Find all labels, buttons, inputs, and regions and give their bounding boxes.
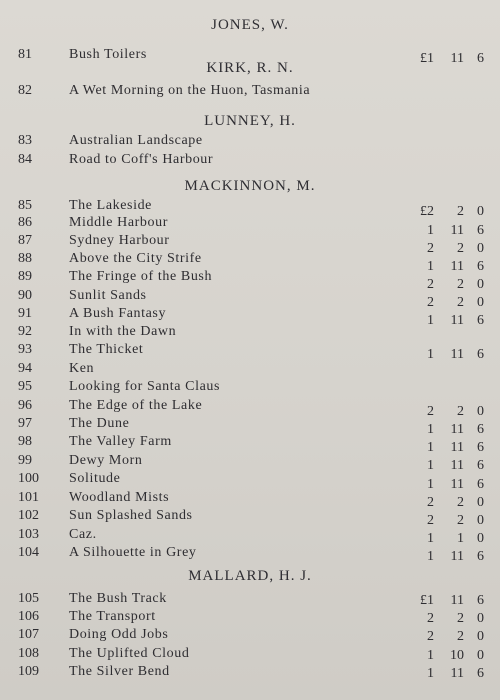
entry-title: The Uplifted Cloud bbox=[69, 646, 190, 661]
artist-heading: MALLARD, H. J. bbox=[188, 568, 312, 584]
entry-title: Above the City Strife bbox=[69, 251, 202, 266]
entry-title: Middle Harbour bbox=[69, 215, 168, 230]
entry-number: 97 bbox=[18, 416, 32, 431]
price-pence: 6 bbox=[477, 259, 484, 274]
artist-heading: MACKINNON, M. bbox=[184, 178, 316, 194]
price-pounds: 2 bbox=[427, 295, 434, 310]
price-shillings: 11 bbox=[450, 593, 464, 608]
price-pence: 6 bbox=[477, 593, 484, 608]
entry-price bbox=[408, 548, 484, 566]
entry-number: 104 bbox=[18, 545, 39, 560]
entry-title: The Edge of the Lake bbox=[69, 398, 203, 413]
artist-heading: KIRK, R. N. bbox=[206, 60, 294, 76]
price-pence: 6 bbox=[477, 477, 484, 492]
price-shillings: 11 bbox=[450, 313, 464, 328]
entry-number: 83 bbox=[18, 133, 32, 148]
entry-title: The Dune bbox=[69, 416, 130, 431]
price-pence: 6 bbox=[477, 458, 484, 473]
price-pounds: 1 bbox=[427, 531, 434, 546]
price-pounds: 1 bbox=[427, 666, 434, 681]
price-pounds: £1 bbox=[420, 51, 434, 66]
price-pence: 6 bbox=[477, 347, 484, 362]
entry-number: 87 bbox=[18, 233, 32, 248]
price-shillings: 11 bbox=[450, 440, 464, 455]
price-shillings: 2 bbox=[457, 204, 464, 219]
price-pounds: 2 bbox=[427, 241, 434, 256]
price-pounds: 1 bbox=[427, 347, 434, 362]
entry-title: The Transport bbox=[69, 609, 156, 624]
price-pence: 0 bbox=[477, 204, 484, 219]
price-pounds: 1 bbox=[427, 223, 434, 238]
entry-number: 105 bbox=[18, 591, 39, 606]
entry-price-row bbox=[0, 628, 500, 646]
entry-number: 102 bbox=[18, 508, 39, 523]
price-pence: 6 bbox=[477, 51, 484, 66]
price-shillings: 2 bbox=[457, 277, 464, 292]
entry-title: Dewy Morn bbox=[69, 453, 143, 468]
entry-price bbox=[408, 665, 484, 683]
entry-number: 89 bbox=[18, 269, 32, 284]
entry-title: The Valley Farm bbox=[69, 434, 172, 449]
price-pounds: 1 bbox=[427, 458, 434, 473]
price-pounds: 1 bbox=[427, 313, 434, 328]
price-pence: 0 bbox=[477, 629, 484, 644]
entry-number: 88 bbox=[18, 251, 32, 266]
price-pounds: 2 bbox=[427, 629, 434, 644]
entry-title: The Silver Bend bbox=[69, 664, 170, 679]
price-shillings: 11 bbox=[450, 477, 464, 492]
entry-title: Looking for Santa Claus bbox=[69, 379, 221, 394]
price-shillings: 10 bbox=[450, 648, 464, 663]
price-pence: 0 bbox=[477, 531, 484, 546]
price-pence: 0 bbox=[477, 611, 484, 626]
price-pence: 0 bbox=[477, 495, 484, 510]
price-pence: 6 bbox=[477, 422, 484, 437]
entry-title: A Silhouette in Grey bbox=[69, 545, 197, 560]
price-shillings: 11 bbox=[450, 347, 464, 362]
catalogue-entry bbox=[0, 132, 500, 150]
price-pence: 0 bbox=[477, 241, 484, 256]
price-pence: 6 bbox=[477, 549, 484, 564]
price-pounds: 1 bbox=[427, 549, 434, 564]
entry-title: Woodland Mists bbox=[69, 490, 170, 505]
entry-title: In with the Dawn bbox=[69, 324, 177, 339]
price-pounds: 2 bbox=[427, 611, 434, 626]
price-pence: 6 bbox=[477, 666, 484, 681]
entry-title: Australian Landscape bbox=[69, 133, 203, 148]
price-pence: 6 bbox=[477, 440, 484, 455]
price-pounds: £1 bbox=[420, 593, 434, 608]
price-pounds: 1 bbox=[427, 440, 434, 455]
entry-title: Solitude bbox=[69, 471, 121, 486]
price-shillings: 2 bbox=[457, 629, 464, 644]
entry-number: 91 bbox=[18, 306, 32, 321]
price-shillings: 11 bbox=[450, 422, 464, 437]
price-pounds: 2 bbox=[427, 277, 434, 292]
price-pence: 0 bbox=[477, 295, 484, 310]
artist-heading: LUNNEY, H. bbox=[204, 113, 296, 129]
price-pence: 6 bbox=[477, 223, 484, 238]
price-shillings: 11 bbox=[450, 666, 464, 681]
price-pounds: 2 bbox=[427, 404, 434, 419]
entry-number: 92 bbox=[18, 324, 32, 339]
entry-title: Road to Coff's Harbour bbox=[69, 152, 214, 167]
catalogue-entry bbox=[0, 360, 500, 378]
price-pence: 0 bbox=[477, 513, 484, 528]
price-pounds: 1 bbox=[427, 477, 434, 492]
catalogue-entry bbox=[0, 151, 500, 169]
entry-title: The Bush Track bbox=[69, 591, 167, 606]
price-pence: 0 bbox=[477, 277, 484, 292]
price-pounds: 2 bbox=[427, 495, 434, 510]
entry-title: Sydney Harbour bbox=[69, 233, 170, 248]
price-shillings: 2 bbox=[457, 513, 464, 528]
entry-number: 99 bbox=[18, 453, 32, 468]
price-pence: 0 bbox=[477, 404, 484, 419]
entry-number: 86 bbox=[18, 215, 32, 230]
artist-heading: JONES, W. bbox=[211, 17, 289, 33]
entry-title: Caz. bbox=[69, 527, 97, 542]
entry-number: 103 bbox=[18, 527, 39, 542]
catalogue-entry bbox=[0, 378, 500, 396]
price-shillings: 1 bbox=[457, 531, 464, 546]
entry-number: 81 bbox=[18, 47, 32, 62]
entry-price-row bbox=[0, 548, 500, 566]
price-shillings: 2 bbox=[457, 495, 464, 510]
price-pence: 0 bbox=[477, 648, 484, 663]
price-pounds: £2 bbox=[420, 204, 434, 219]
entry-number: 107 bbox=[18, 627, 39, 642]
entry-title: Sunlit Sands bbox=[69, 288, 147, 303]
entry-title: Sun Splashed Sands bbox=[69, 508, 193, 523]
price-shillings: 2 bbox=[457, 611, 464, 626]
entry-number: 108 bbox=[18, 646, 39, 661]
entry-title: A Bush Fantasy bbox=[69, 306, 167, 321]
entry-number: 98 bbox=[18, 434, 32, 449]
entry-price-row bbox=[0, 665, 500, 683]
price-shillings: 11 bbox=[450, 549, 464, 564]
catalogue-entry bbox=[0, 82, 500, 100]
entry-title: The Fringe of the Bush bbox=[69, 269, 213, 284]
entry-number: 96 bbox=[18, 398, 32, 413]
price-shillings: 11 bbox=[450, 223, 464, 238]
entry-number: 93 bbox=[18, 342, 32, 357]
entry-number: 84 bbox=[18, 152, 32, 167]
price-pounds: 2 bbox=[427, 513, 434, 528]
price-shillings: 2 bbox=[457, 295, 464, 310]
price-pounds: 1 bbox=[427, 648, 434, 663]
price-shillings: 11 bbox=[450, 458, 464, 473]
entry-price bbox=[408, 628, 484, 646]
price-pounds: 1 bbox=[427, 259, 434, 274]
entry-title: The Thicket bbox=[69, 342, 144, 357]
entry-number: 109 bbox=[18, 664, 39, 679]
price-pence: 6 bbox=[477, 313, 484, 328]
entry-number: 106 bbox=[18, 609, 39, 624]
catalogue-entry bbox=[0, 323, 500, 341]
entry-number: 90 bbox=[18, 288, 32, 303]
entry-number: 95 bbox=[18, 379, 32, 394]
entry-title: Doing Odd Jobs bbox=[69, 627, 169, 642]
price-shillings: 11 bbox=[450, 259, 464, 274]
entry-title: The Lakeside bbox=[69, 198, 152, 213]
price-shillings: 11 bbox=[450, 51, 464, 66]
entry-number: 94 bbox=[18, 361, 32, 376]
entry-title: Ken bbox=[69, 361, 95, 376]
entry-number: 101 bbox=[18, 490, 39, 505]
entry-number: 100 bbox=[18, 471, 39, 486]
entry-title: Bush Toilers bbox=[69, 47, 147, 62]
price-shillings: 2 bbox=[457, 241, 464, 256]
entry-number: 82 bbox=[18, 83, 32, 98]
entry-title: A Wet Morning on the Huon, Tasmania bbox=[69, 83, 311, 98]
entry-number: 85 bbox=[18, 198, 32, 213]
price-shillings: 2 bbox=[457, 404, 464, 419]
price-pounds: 1 bbox=[427, 422, 434, 437]
